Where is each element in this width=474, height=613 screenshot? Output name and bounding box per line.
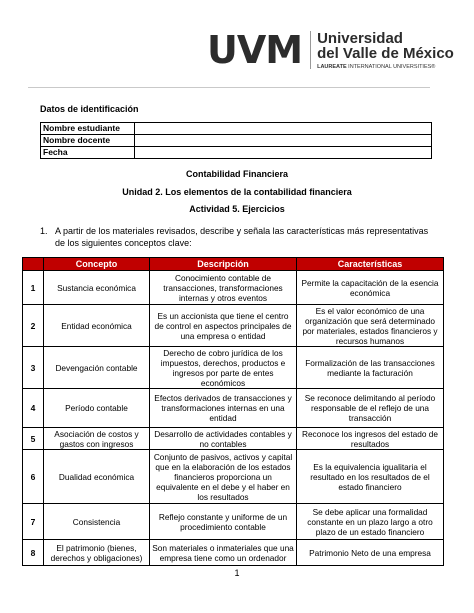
logo-line-1: Universidad	[317, 29, 403, 47]
row-caracteristicas: Permite la capacitación de la esencia económica	[297, 271, 444, 305]
logo-tag-rest: INTERNATIONAL UNIVERSITIES®	[346, 63, 436, 70]
row-number: 1	[23, 271, 44, 305]
uvm-logo	[207, 30, 454, 70]
row-concepto: Asociación de costos y gastos con ingresos	[44, 428, 150, 450]
row-number: 8	[23, 540, 44, 566]
header-descripcion: Descripción	[150, 258, 297, 271]
logo-tag-bold: LAUREATE	[317, 63, 347, 70]
row-caracteristicas: Reconoce los ingresos del estado de resultados	[297, 428, 444, 450]
activity-title: Actividad 5. Ejercicios	[189, 204, 285, 214]
ident-row	[41, 147, 432, 159]
row-concepto: Consistencia	[44, 504, 150, 540]
row-descripcion: Efectos derivados de transacciones y transformaciones internas en una entidad	[150, 389, 297, 428]
row-number: 5	[23, 428, 44, 450]
row-caracteristicas: Patrimonio Neto de una empresa	[297, 540, 444, 566]
table-row	[23, 347, 444, 389]
ident-label-teacher: Nombre docente	[41, 135, 135, 147]
header-caracteristicas: Características	[297, 258, 444, 271]
row-concepto: Período contable	[44, 389, 150, 428]
row-concepto: Sustancia económica	[44, 271, 150, 305]
page-number: 1	[234, 568, 240, 578]
ident-value-teacher	[135, 135, 432, 147]
logo-line-2: del Valle de México	[317, 44, 454, 62]
row-caracteristicas: Formalización de las transacciones mediante la facturación	[297, 347, 444, 389]
table-row	[23, 271, 444, 305]
ident-row	[41, 123, 432, 135]
uvm-logo-mark: UVM	[207, 28, 303, 72]
row-concepto: El patrimonio (bienes, derechos y obligaciones)	[44, 540, 150, 566]
unit-title: Unidad 2. Los elementos de la contabilidad financiera	[122, 187, 352, 197]
row-caracteristicas: Se reconoce delimitando al período responsable de el reflejo de una transacción	[297, 389, 444, 428]
table-row	[23, 450, 444, 504]
row-concepto: Dualidad económica	[44, 450, 150, 504]
table-row	[23, 504, 444, 540]
row-descripcion: Desarrollo de actividades contables y no contables	[150, 428, 297, 450]
ident-value-student	[135, 123, 432, 135]
row-number: 3	[23, 347, 44, 389]
row-descripcion: Conocimiento contable de transacciones, transformaciones internas y otros eventos	[150, 271, 297, 305]
row-descripcion: Reflejo constante y uniforme de un procedimiento contable	[150, 504, 297, 540]
header-divider	[28, 87, 430, 88]
instruction-number: 1.	[40, 226, 48, 236]
logo-text	[317, 31, 454, 70]
ident-row	[41, 135, 432, 147]
row-caracteristicas: Es la equivalencia igualitaria el resultado en los resultados de el estado financiero	[297, 450, 444, 504]
row-number: 2	[23, 305, 44, 347]
ident-value-date	[135, 147, 432, 159]
table-header-row	[23, 258, 444, 271]
concepts-table	[22, 257, 444, 566]
table-row	[23, 428, 444, 450]
header-concepto: Concepto	[44, 258, 150, 271]
table-row	[23, 540, 444, 566]
identification-table	[40, 122, 432, 159]
ident-label-date: Fecha	[41, 147, 135, 159]
row-descripcion: Son materiales o inmateriales que una empresa tiene como un ordenador	[150, 540, 297, 566]
row-descripcion: Conjunto de pasivos, activos y capital que en la elaboración de los estados financieros proporciona un equivalente en el debe y el haber en los resultados	[150, 450, 297, 504]
identification-title: Datos de identificación	[40, 104, 139, 114]
logo-tagline	[317, 64, 454, 70]
table-row	[23, 389, 444, 428]
row-concepto: Devengación contable	[44, 347, 150, 389]
row-caracteristicas: Es el valor económico de una organización que será determinado por materiales, estados financieros y recursos humanos	[297, 305, 444, 347]
row-descripcion: Es un accionista que tiene el centro de control en aspectos principales de una empresa o entidad	[150, 305, 297, 347]
course-title: Contabilidad Financiera	[185, 169, 288, 179]
header-number	[23, 258, 44, 271]
instruction-text: A partir de los materiales revisados, describe y señala las características más representativas de los siguientes conceptos clave:	[55, 226, 429, 248]
row-concepto: Entidad económica	[44, 305, 150, 347]
ident-label-student: Nombre estudiante	[41, 123, 135, 135]
row-caracteristicas: Se debe aplicar una formalidad constante en un plazo largo a otro plazo de un estado financiero	[297, 504, 444, 540]
row-descripcion: Derecho de cobro jurídica de los impuestos, derechos, productos e ingresos por parte de entes económicos	[150, 347, 297, 389]
table-row	[23, 305, 444, 347]
row-number: 6	[23, 450, 44, 504]
row-number: 7	[23, 504, 44, 540]
row-number: 4	[23, 389, 44, 428]
logo-divider	[310, 31, 311, 69]
